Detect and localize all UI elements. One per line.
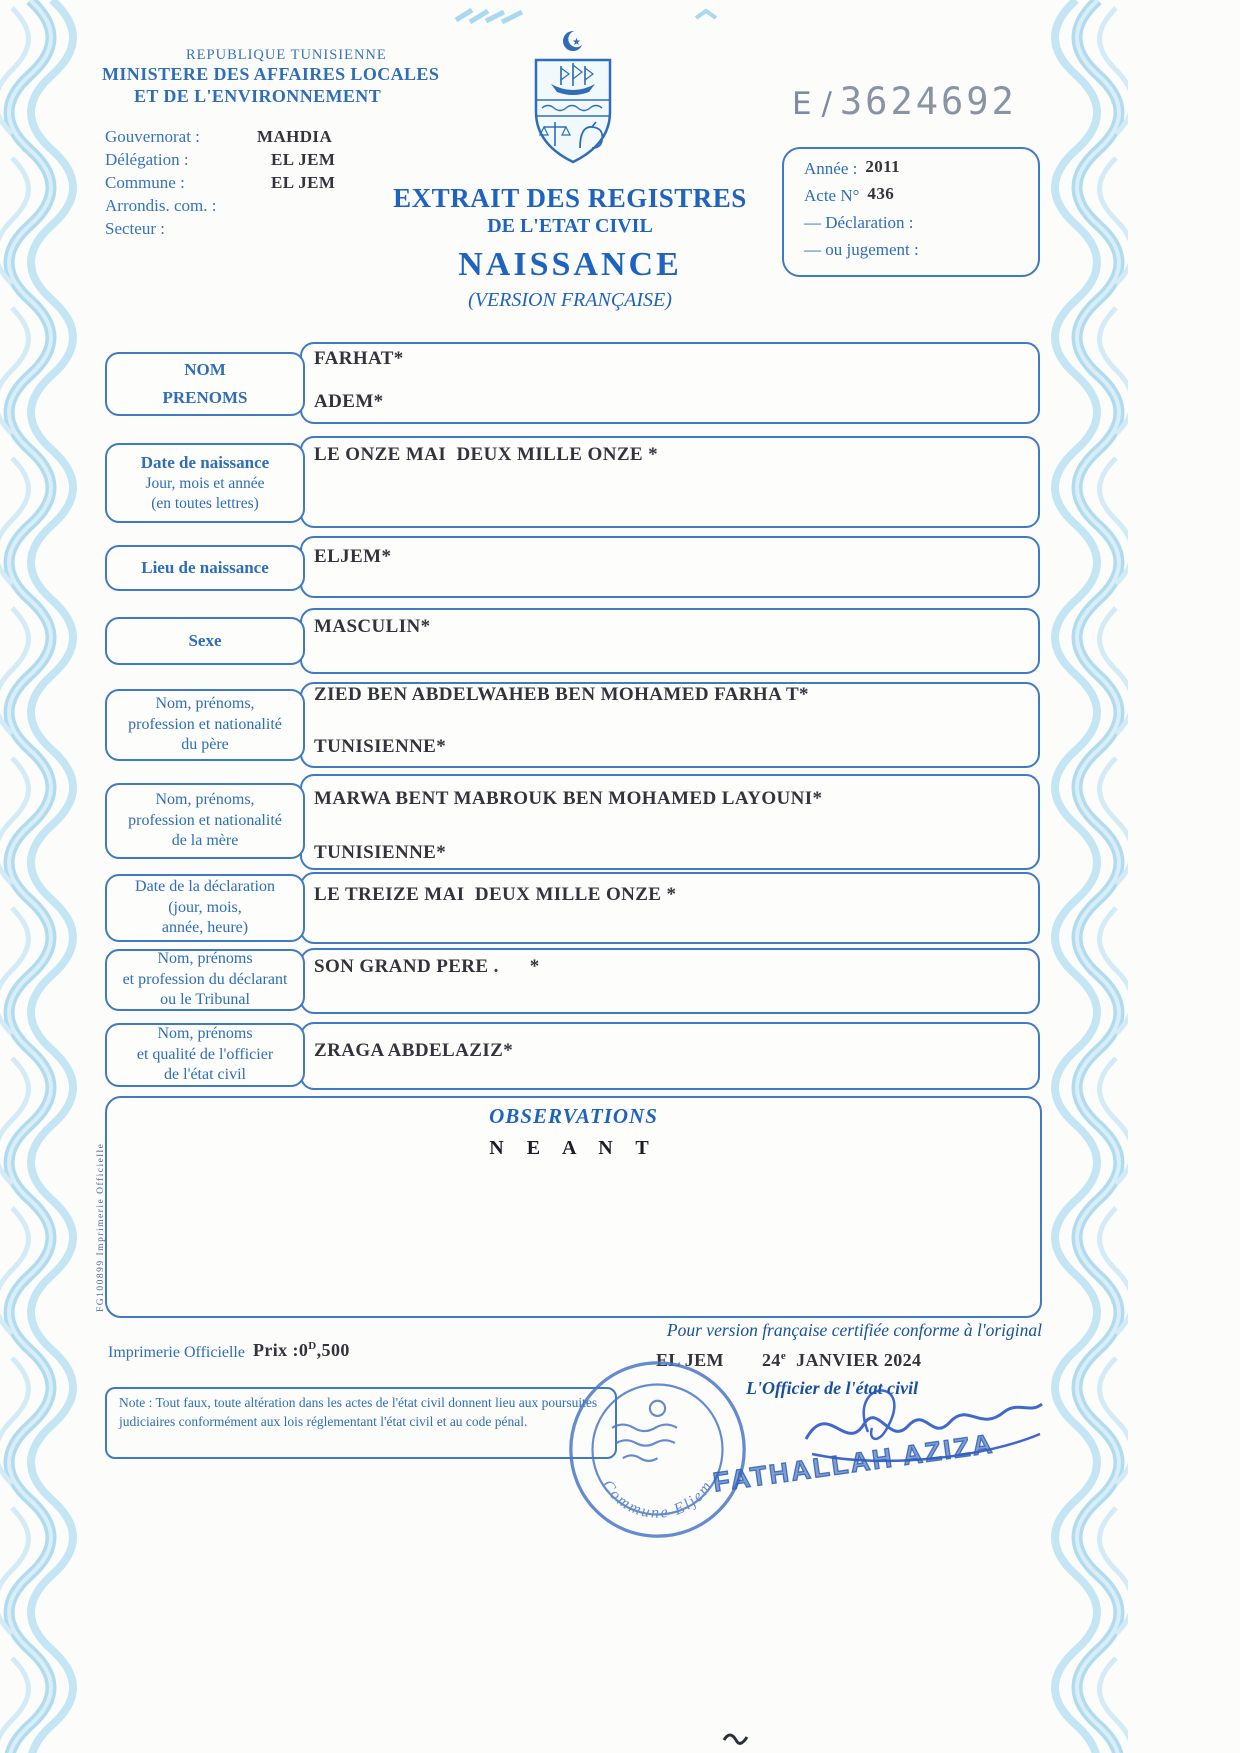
imprimerie-officielle-label: Imprimerie Officielle (108, 1344, 245, 1361)
title-version: (VERSION FRANÇAISE) (468, 289, 672, 311)
observations-value: N E A N T (489, 1137, 658, 1159)
field-value: LE TREIZE MAI DEUX MILLE ONZE * (314, 884, 677, 905)
field-label-line: Date de la déclaration (135, 878, 275, 896)
commune-value: EL JEM (271, 173, 336, 192)
secteur-label: Secteur : (105, 219, 165, 238)
field-value-box (300, 872, 1040, 944)
issue-date-superscript: e (780, 1350, 787, 1362)
jugement-line: — ou jugement : (804, 240, 919, 259)
serial-digits: 3624692 (839, 80, 1017, 123)
field-value-box (300, 682, 1040, 768)
field-label-line: profession et nationalité (128, 811, 282, 829)
field-value: ZRAGA ABDELAZIZ* (314, 1040, 514, 1061)
officier-signature-title: L'Officier de l'état civil (746, 1378, 919, 1398)
title-etat-civil: DE L'ETAT CIVIL (487, 215, 653, 237)
printer-code-vertical: FG100899 Imprimerie Officielle (96, 1142, 106, 1312)
field-value: ADEM* (314, 391, 384, 412)
observations-box (105, 1096, 1042, 1318)
ministry-line-2: ET DE L'ENVIRONNEMENT (134, 86, 382, 106)
acte-number-line (804, 186, 1038, 213)
field-label-line: et qualité de l'officier (136, 1045, 274, 1063)
serial-number (792, 80, 1017, 123)
field-label-box (105, 352, 305, 416)
gouvernorat-label: Gouvernorat : (105, 127, 200, 146)
field-label-box (105, 545, 305, 591)
republic-title: REPUBLIQUE TUNISIENNE (186, 47, 387, 63)
svg-text:★: ★ (572, 37, 581, 48)
title-extrait: EXTRAIT DES REGISTRES (393, 183, 747, 213)
field-value-box (300, 948, 1040, 1014)
annee-label: Année : (804, 159, 858, 178)
field-label-box (105, 1023, 305, 1087)
field-label-line: PRENOMS (162, 388, 248, 408)
field-label-line: Date de naissance (140, 453, 270, 473)
annee-line (804, 159, 1038, 186)
field-label-line: Sexe (188, 631, 222, 651)
field-label-line: de la mère (171, 832, 239, 850)
price-label (253, 1340, 350, 1361)
field-label-line: de l'état civil (164, 1066, 246, 1084)
field-value-box (300, 436, 1040, 528)
field-label-line: Nom, prénoms, (155, 695, 255, 713)
certified-conform-line: Pour version française certifiée conforme à l'original (666, 1320, 1042, 1340)
tunisia-coat-of-arms (518, 26, 628, 168)
document-title-block (330, 183, 810, 312)
field-label-box (105, 874, 305, 942)
field-label-line: année, heure) (161, 919, 249, 937)
field-label-line: Lieu de naissance (141, 558, 269, 578)
ministry-line-1: MINISTERE DES AFFAIRES LOCALES (102, 64, 440, 84)
field-value: FARHAT* (314, 348, 404, 369)
field-label-line: Nom, prénoms (157, 1025, 253, 1043)
price-superscript: D (308, 1340, 317, 1352)
field-value: LE ONZE MAI DEUX MILLE ONZE * (314, 444, 659, 465)
title-naissance: NAISSANCE (458, 246, 682, 283)
admin-row-delegation (105, 150, 335, 173)
acte-label: Acte N° (804, 186, 860, 205)
acte-info-box (782, 147, 1040, 277)
guilloche-border-left (0, 0, 88, 1753)
svg-text:Commune Eljem (598, 1477, 716, 1522)
field-label-line: NOM (184, 360, 226, 380)
guilloche-border-right (1040, 0, 1128, 1753)
admin-location-block (105, 127, 335, 242)
field-label-line: Nom, prénoms, (155, 791, 255, 809)
field-value: TUNISIENNE* (314, 842, 447, 863)
serial-prefix: E / (792, 86, 832, 122)
scan-mark-top-right (694, 8, 720, 22)
price-suffix: ,500 (316, 1340, 350, 1360)
field-label-line: ou le Tribunal (160, 991, 250, 1009)
issue-place: EL JEM (656, 1350, 724, 1370)
admin-row-secteur (105, 219, 335, 242)
field-value: MASCULIN* (314, 616, 431, 637)
scan-mark-bottom (722, 1728, 750, 1746)
field-label-line: profession et nationalité (128, 715, 282, 733)
field-label-line: du père (181, 736, 229, 754)
delegation-value: EL JEM (271, 150, 336, 169)
acte-value: 436 (867, 184, 895, 203)
admin-row-commune (105, 173, 335, 196)
field-label-line: (jour, mois, (168, 898, 242, 916)
issue-date-day: 24 (762, 1350, 781, 1370)
stamp-commune-text: Commune Eljem (598, 1476, 717, 1522)
field-value: ZIED BEN ABDELWAHEB BEN MOHAMED FARHA T* (314, 684, 809, 705)
observations-title: OBSERVATIONS (489, 1104, 658, 1128)
field-label-line: Jour, mois et année (145, 475, 265, 493)
field-value: TUNISIENNE* (314, 736, 447, 757)
field-value: ELJEM* (314, 546, 392, 567)
declaration-line: — Déclaration : (804, 213, 914, 232)
delegation-label: Délégation : (105, 150, 189, 169)
field-label-box (105, 689, 305, 761)
commune-round-stamp (560, 1352, 755, 1547)
issue-date-month-year: JANVIER 2024 (796, 1350, 922, 1370)
officer-name-stamp: FATHALLAH AZIZA (711, 1428, 997, 1498)
price-prefix: Prix :0 (253, 1340, 309, 1360)
field-value-box (300, 1022, 1040, 1090)
field-value-box (300, 342, 1040, 424)
issue-date (762, 1350, 921, 1371)
legal-note-box: Note : Tout faux, toute altération dans les actes de l'état civil donnent lieu aux poursuites judiciaires conformément aux lois réglementant l'état civil et au code pénal. (105, 1387, 617, 1459)
field-label-box (105, 617, 305, 665)
field-label-line: Nom, prénoms (157, 950, 253, 968)
scan-mark-top-center (452, 6, 532, 26)
field-value-box (300, 536, 1040, 598)
admin-row-gouvernorat (105, 127, 335, 150)
commune-label: Commune : (105, 173, 185, 192)
field-value-box (300, 608, 1040, 674)
field-label-line: (en toutes lettres) (151, 494, 259, 512)
field-value: SON GRAND PERE . * (314, 956, 540, 977)
annee-value: 2011 (865, 157, 901, 176)
gouvernorat-value: MAHDIA (257, 127, 333, 146)
field-label-box (105, 443, 305, 523)
arrondissement-label: Arrondis. com. : (105, 196, 217, 215)
field-value: MARWA BENT MABROUK BEN MOHAMED LAYOUNI* (314, 788, 823, 809)
field-label-box (105, 783, 305, 859)
admin-row-arrondissement (105, 196, 335, 219)
field-value-box (300, 774, 1040, 870)
field-label-line: et profession du déclarant (122, 970, 288, 988)
field-label-box (105, 949, 305, 1011)
